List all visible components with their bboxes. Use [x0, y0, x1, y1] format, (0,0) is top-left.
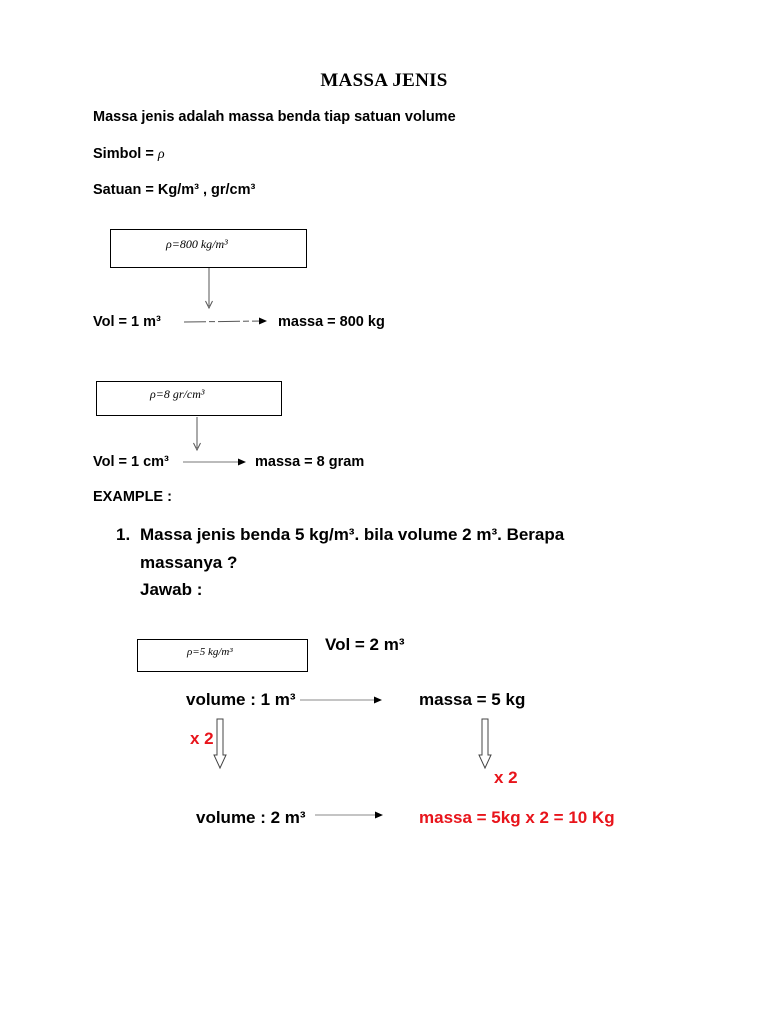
hollow-down-arrow-left [214, 719, 226, 768]
vol-1cm3-label: Vol = 1 cm³ [93, 454, 169, 470]
right-arrow-row1 [300, 697, 382, 704]
symbol-value: ρ [157, 147, 165, 162]
vol-1m3-label: Vol = 1 m³ [93, 314, 161, 330]
down-arrow-8 [194, 417, 201, 450]
vol-given: Vol = 2 m³ [325, 635, 405, 654]
row2-massa-result: massa = 5kg x 2 = 10 Kg [419, 808, 615, 827]
multiplier-left: x 2 [190, 729, 214, 748]
right-arrow-8 [183, 459, 246, 466]
multiplier-right: x 2 [494, 768, 518, 787]
units-text: Satuan = Kg/m³ , gr/cm³ [93, 182, 256, 198]
row1-volume: volume : 1 m³ [186, 690, 296, 709]
problem-line2: massanya ? [140, 553, 238, 572]
row1-massa: massa = 5 kg [419, 690, 526, 709]
problem-number: 1. [116, 525, 131, 544]
formula-5: ρ=5 kg/m³ [187, 646, 233, 658]
formula-8: ρ=8 gr/cm³ [150, 387, 205, 401]
symbol-label: Simbol = [93, 146, 158, 162]
hollow-down-arrow-right [479, 719, 491, 768]
massa-800-label: massa = 800 kg [278, 314, 385, 330]
page-title: MASSA JENIS [320, 70, 448, 91]
problem-line1: Massa jenis benda 5 kg/m³. bila volume 2 m³. Berapa [140, 525, 565, 544]
problem-line3: Jawab : [140, 580, 203, 599]
right-arrow-800 [184, 318, 267, 325]
down-arrow-800 [206, 268, 213, 308]
example-heading: EXAMPLE : [93, 489, 172, 505]
formula-800: ρ=800 kg/m³ [166, 237, 228, 251]
row2-volume: volume : 2 m³ [196, 808, 306, 827]
massa-8-label: massa = 8 gram [255, 454, 365, 470]
right-arrow-row2 [315, 812, 383, 819]
definition-text: Massa jenis adalah massa benda tiap satuan volume [93, 109, 456, 125]
